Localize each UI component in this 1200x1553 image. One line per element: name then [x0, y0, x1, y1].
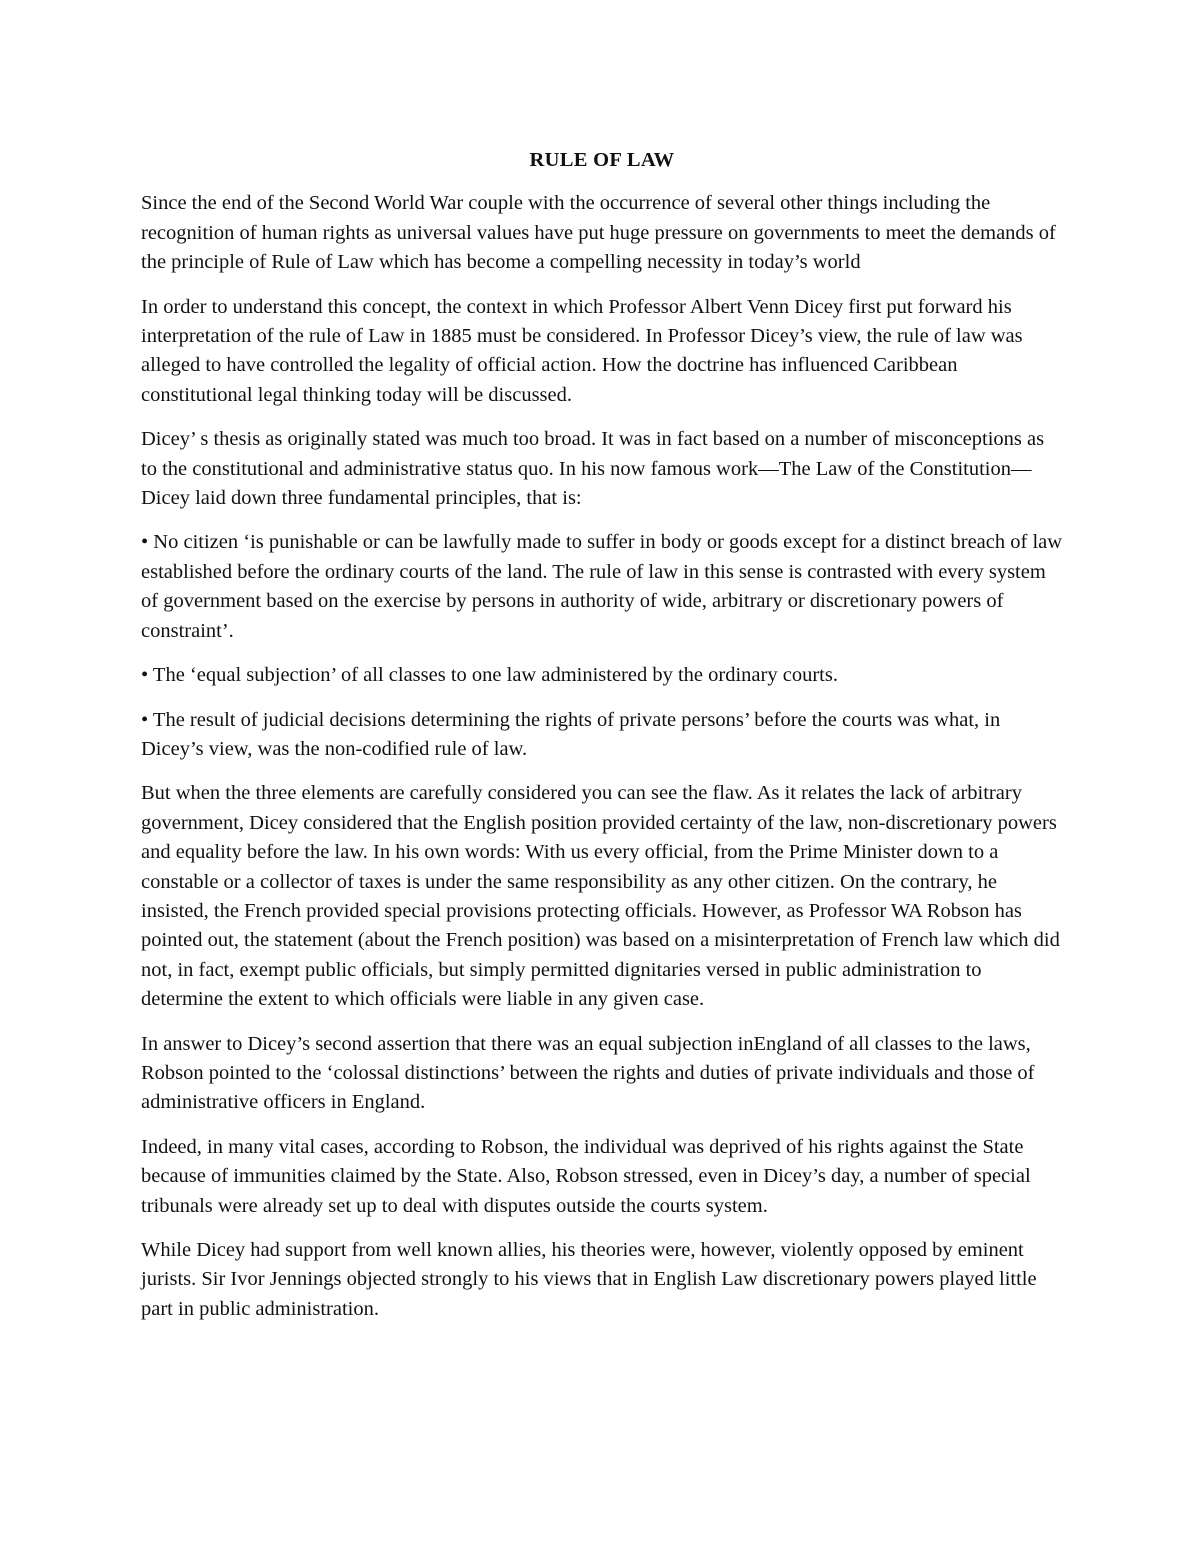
paragraph-context: In order to understand this concept, the context in which Professor Albert Venn Dicey first put forward his interpretation of the rule of Law in 1885 must be considered. In Professor Dicey’s view, the rule of law was alleged to have controlled the legality of official action. How the doctrine has influenced Caribbean constitutional legal thinking today will be discussed. — [141, 295, 1023, 406]
bullet-principle-1: • No citizen ‘is punishable or can be lawfully made to suffer in body or goods except for a distinct breach of law established before the ordinary courts of the land. The rule of law in this sense is contrasted with every system of government based on the exercise by persons in authority of wide, arbitrary or discretionary powers of constraint’. — [141, 531, 1063, 642]
paragraph-flaw: But when the three elements are carefully considered you can see the flaw. As it relates the lack of arbitrary government, Dicey considered that the English position provided certainty of the law, non-discretionary powers and equality before the law. In his own words: With us every official, from the Prime Minister down to a constable or a collector of taxes is under the same responsibility as any other citizen. On the contrary, he insisted, the French provided special provisions protecting officials. However, as Professor WA Robson has pointed out, the statement (about the French position) was based on a misinterpretation of French law which did not, in fact, exempt public officials, but simply permitted dignitaries versed in public administration to determine the extent to which officials were liable in any given case. — [141, 782, 1060, 1011]
paragraph-intro: Since the end of the Second World War couple with the occurrence of several other things including the recognition of human rights as universal values have put huge pressure on governments to meet the demands of the principle of Rule of Law which has become a compelling necessity in today’s world — [141, 192, 1056, 274]
bullet-principle-3: • The result of judicial decisions determining the rights of private persons’ before the courts was what, in Dicey’s view, was the non-codified rule of law. — [141, 708, 1001, 760]
paragraph-robson-answer: In answer to Dicey’s second assertion that there was an equal subjection inEngland of all classes to the laws, Robson pointed to the ‘colossal distinctions’ between the rights and duties of private individuals and those of administrative officers in England. — [141, 1032, 1035, 1114]
bullet-principle-2: • The ‘equal subjection’ of all classes to one law administered by the ordinary courts. — [141, 664, 838, 687]
document-title: RULE OF LAW — [529, 149, 675, 171]
paragraph-jennings: While Dicey had support from well known allies, his theories were, however, violently opposed by eminent jurists. Sir Ivor Jennings objected strongly to his views that in English Law discretionary powers played little part in public administration. — [141, 1239, 1037, 1320]
document-body — [141, 146, 1063, 1339]
paragraph-immunities: Indeed, in many vital cases, according to Robson, the individual was deprived of his rights against the State because of immunities claimed by the State. Also, Robson stressed, even in Dicey’s day, a number of special tribunals were already set up to deal with disputes outside the courts system. — [141, 1135, 1031, 1217]
paragraph-dicey-thesis: Dicey’ s thesis as originally stated was much too broad. It was in fact based on a number of misconceptions as to the constitutional and administrative status quo. In his now famous work—The Law of the Constitution—Dicey laid down three fundamental principles, that is: — [141, 428, 1045, 510]
